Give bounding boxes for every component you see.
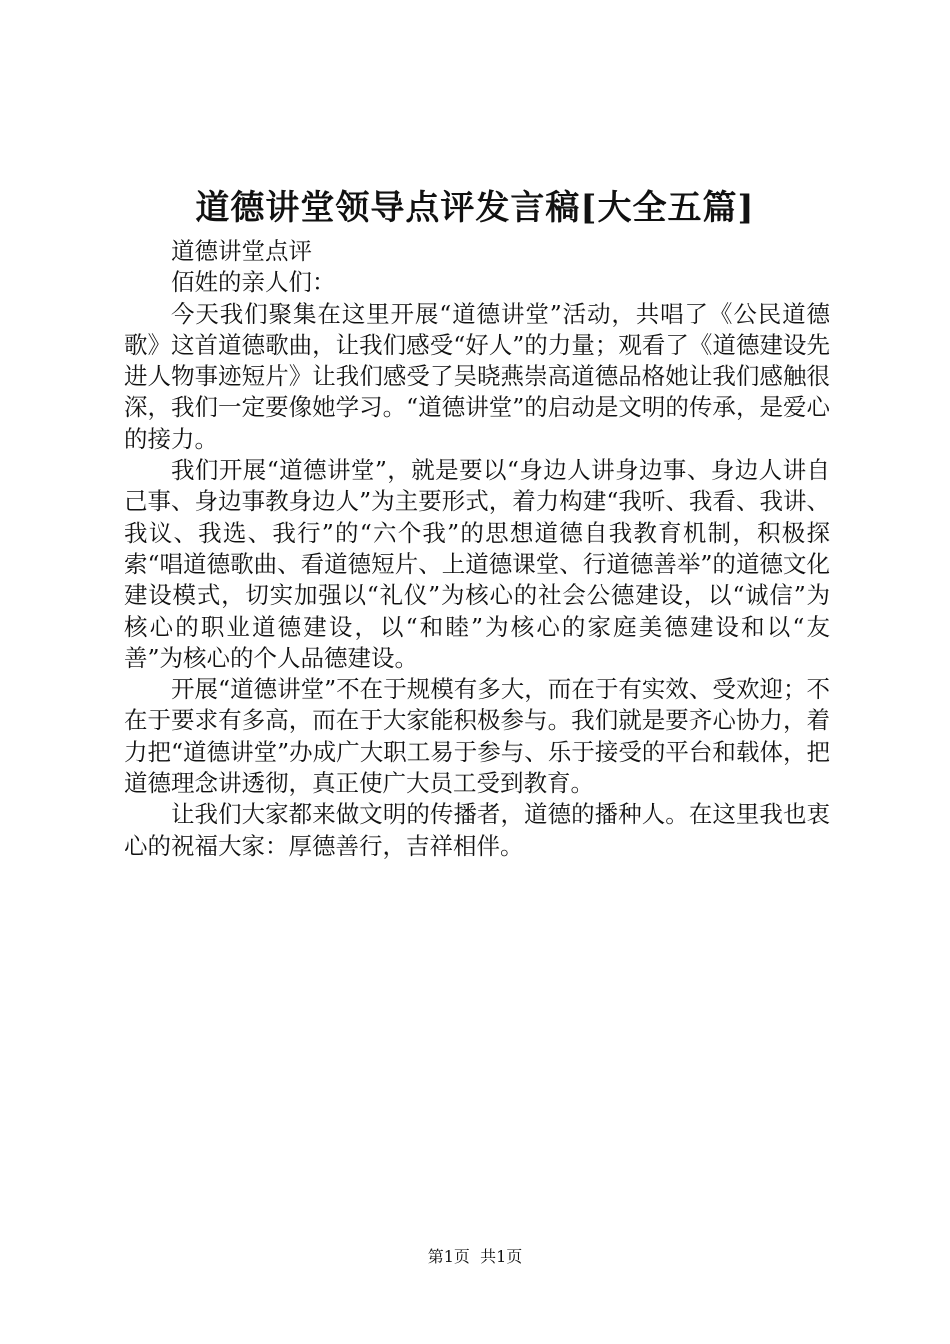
paragraph: 今天我们聚集在这里开展“道德讲堂”活动，共唱了《公民道德歌》这首道德歌曲，让我们感受“好人”的力量；观看了《道德建设先进人物事迹短片》让我们感受了吴晓燕崇高道德品格她让我们感触很深，我们一定要像她学习。“道德讲堂”的启动是文明的传承，是爱心的接力。 <box>124 299 830 453</box>
document-body <box>124 236 830 862</box>
paragraph: 我们开展“道德讲堂”，就是要以“身边人讲身边事、身边人讲自己事、身边事教身边人”为主要形式，着力构建“我听、我看、我讲、我议、我选、我行”的“六个我”的思想道德自我教育机制，积极探索“唱道德歌曲、看道德短片、上道德课堂、行道德善举”的道德文化建设模式，切实加强以“礼仪”为核心的社会公德建设，以“诚信”为核心的职业道德建设，以“和睦”为核心的家庭美德建设和以“友善”为核心的个人品德建设。 <box>124 456 830 672</box>
footer-spacer <box>470 1247 480 1266</box>
page-footer <box>0 1246 950 1268</box>
document-title: 道德讲堂领导点评发言稿[大全五篇] <box>195 188 755 228</box>
paragraph: 开展“道德讲堂”不在于规模有多大，而在于有实效、受欢迎；不在于要求有多高，而在于大家能积极参与。我们就是要齐心协力，着力把“道德讲堂”办成广大职工易于参与、乐于接受的平台和载体，把道德理念讲透彻，真正使广大员工受到教育。 <box>124 675 830 798</box>
paragraph-salutation: 佰姓的亲人们： <box>171 268 336 297</box>
page-total: 共1页 <box>480 1247 523 1266</box>
page-number: 第1页 <box>427 1247 470 1266</box>
paragraph-subtitle: 道德讲堂点评 <box>171 237 312 265</box>
paragraph: 让我们大家都来做文明的传播者，道德的播种人。在这里我也衷心的祝福大家：厚德善行，吉祥相伴。 <box>124 800 830 860</box>
